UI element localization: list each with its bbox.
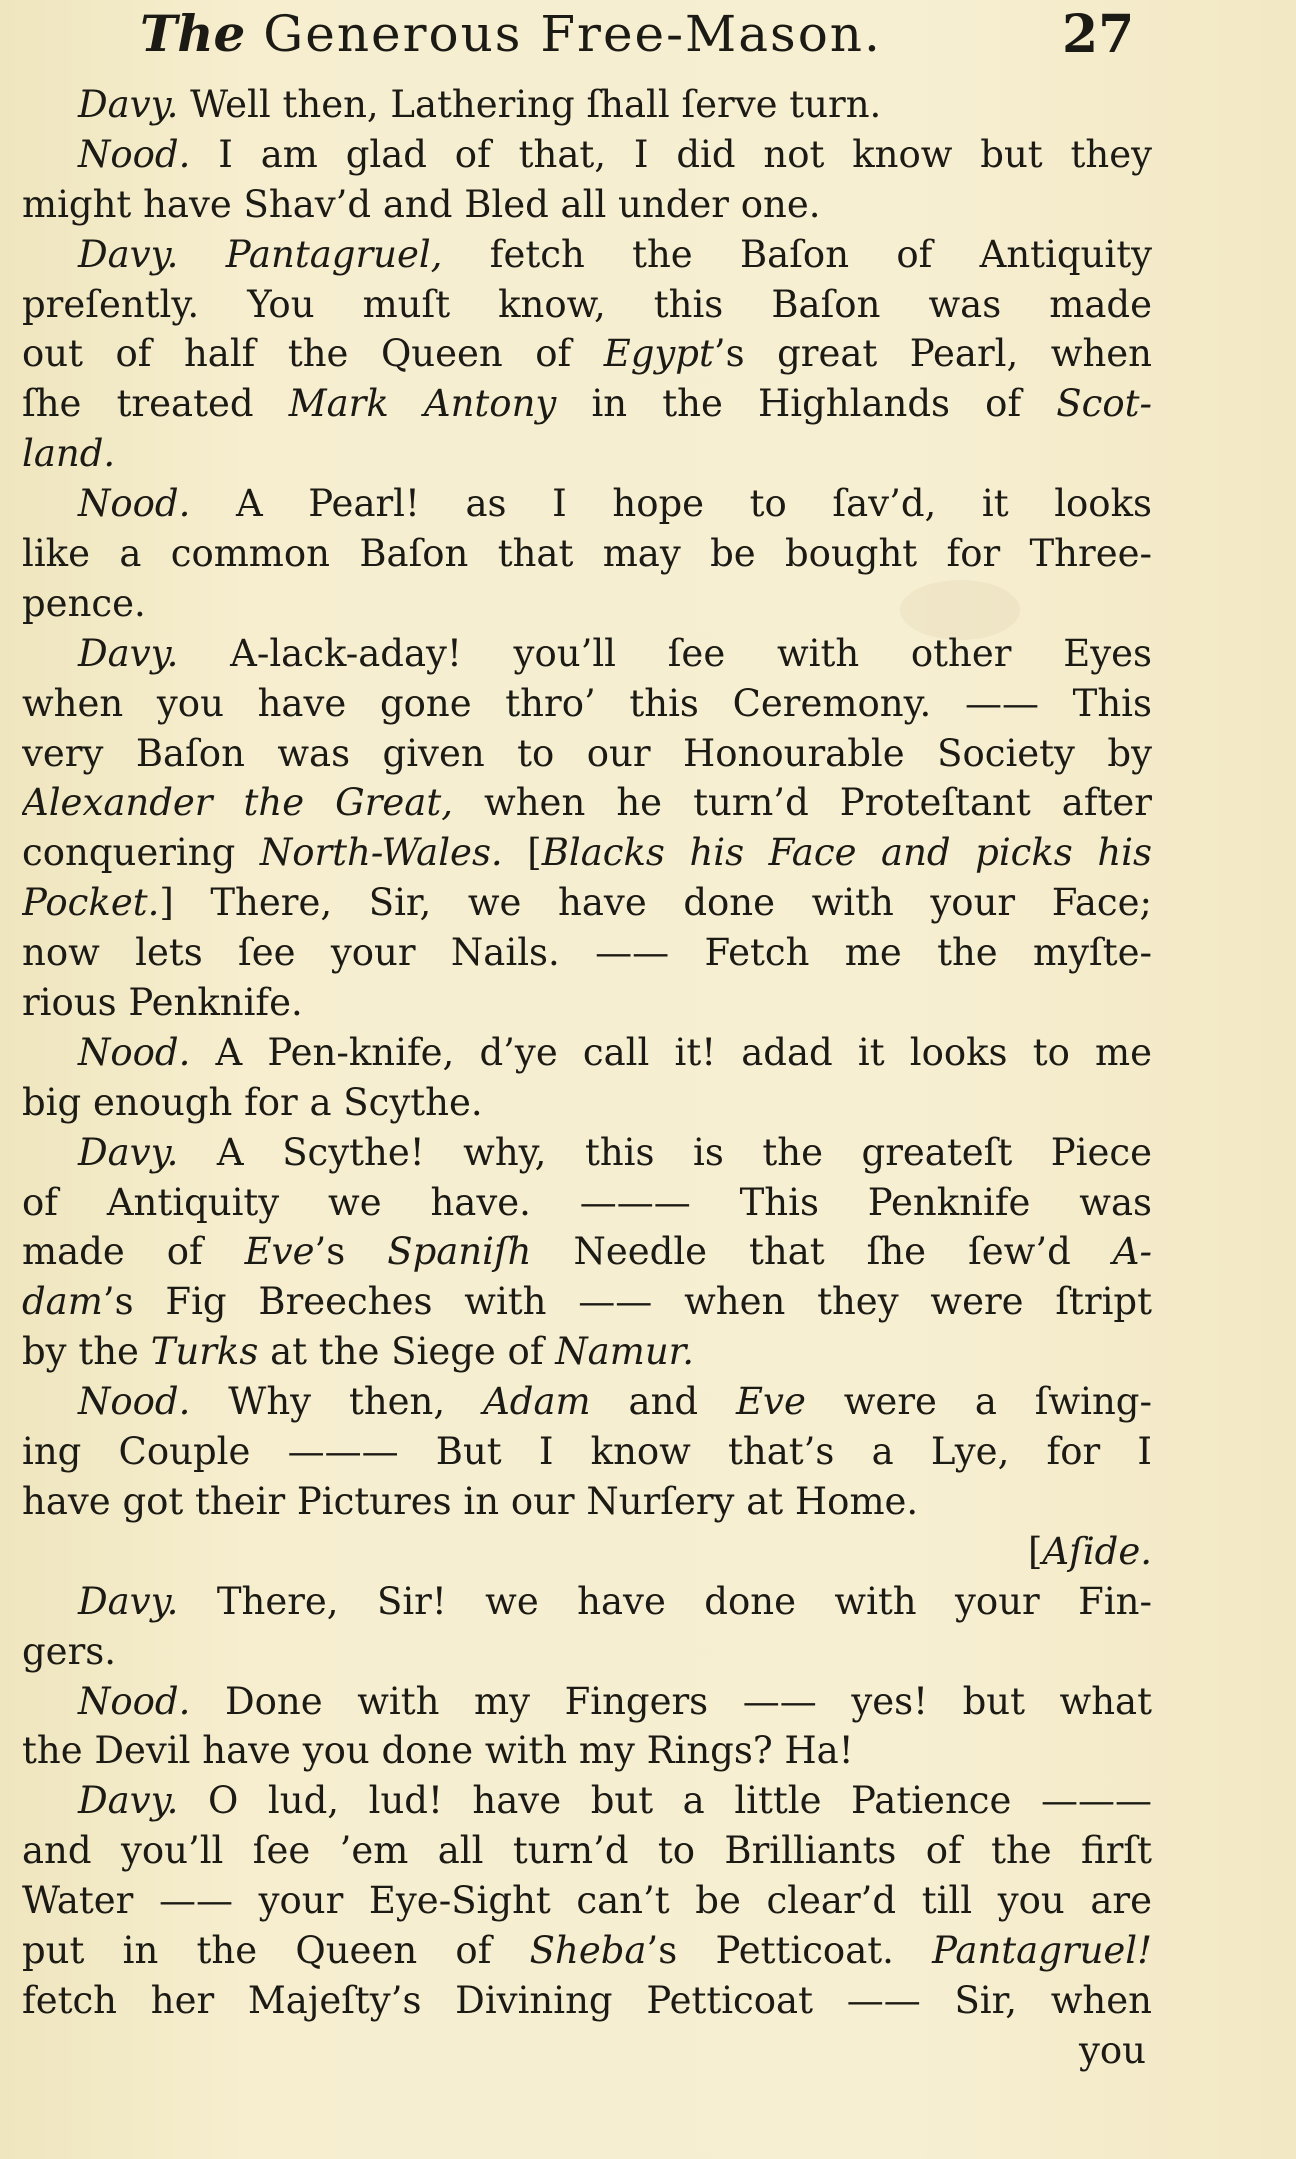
text-run: ’s Fig Breeches with —— when they were ſtript (102, 1280, 1152, 1324)
text-line (22, 1477, 1152, 1527)
italic-text: Pantagruel! (932, 1928, 1152, 1972)
text-run: and you’ll ſee ’em all turn’d to Brilliants of the firſt (22, 1829, 1152, 1873)
text-line (22, 379, 1152, 429)
italic-text: Aſide. (1042, 1529, 1152, 1573)
page-number: 27 (1062, 4, 1135, 65)
italic-text: Eve (244, 1230, 315, 1274)
italic-text: Davy. (78, 232, 179, 276)
text-line (22, 978, 1152, 1028)
italic-text: Nood. (78, 1030, 191, 1074)
italic-text: Alexander the Great, (22, 781, 453, 825)
text-line (22, 778, 1152, 828)
text-line (22, 629, 1152, 679)
text-line (22, 529, 1152, 579)
text-run: [ (1027, 1529, 1043, 1573)
italic-text: Davy. (78, 1130, 179, 1174)
italic-text: Nood. (78, 482, 191, 526)
italic-text: North-Wales. (259, 831, 503, 875)
text-line (22, 1577, 1152, 1627)
text-run: like a common Baſon that may be bought for Three- (22, 532, 1152, 576)
italic-text: Mark Antony (288, 382, 557, 426)
text-line (22, 1377, 1152, 1427)
text-run: fetch her Majeſty’s Divining Petticoat —— Sir, when (22, 1978, 1152, 2022)
text-run: A Pen-knife, d’ye call it! adad it looks to me (190, 1030, 1152, 1074)
text-line (22, 80, 1152, 130)
text-run: ] There, Sir, we have done with your Face; (159, 881, 1152, 925)
text-run: have got their Pictures in our Nurſery at Home. (22, 1479, 919, 1523)
text-line (22, 1277, 1152, 1327)
text-line (22, 429, 1152, 479)
text-line (22, 1078, 1152, 1128)
text-run (178, 233, 225, 276)
italic-text: Sheba (529, 1928, 647, 1972)
text-run: when you have gone thro’ this Ceremony. —— This (22, 681, 1152, 725)
text-line (22, 878, 1152, 928)
text-run: now lets ſee your Nails. —— Fetch me the myſte- (22, 931, 1152, 975)
text-line (22, 1976, 1152, 2026)
italic-text: Blacks his Face and picks his (541, 831, 1152, 875)
text-line (22, 2026, 1152, 2076)
italic-text: Davy. (78, 1779, 179, 1823)
text-run: ’s (314, 1230, 388, 1274)
text-run: pence. (22, 581, 146, 625)
text-run: by the (22, 1330, 151, 1374)
text-run: preſently. You muſt know, this Baſon was made (22, 282, 1152, 326)
italic-text: Nood. (78, 132, 191, 176)
italic-text: Pantagruel, (225, 232, 443, 276)
text-line (22, 1627, 1152, 1677)
text-run: A Scythe! why, this is the greateſt Piece (178, 1130, 1152, 1174)
text-line (22, 1776, 1152, 1826)
italic-text: Scot- (1056, 382, 1152, 426)
text-run: ſhe treated (22, 382, 289, 426)
text-run: Why then, (190, 1380, 484, 1424)
italic-text: Namur. (555, 1330, 695, 1374)
text-line (22, 329, 1152, 379)
text-line (22, 1178, 1152, 1228)
running-title-article: The (140, 4, 246, 63)
text-run: were a ſwing- (805, 1380, 1152, 1424)
text-run: at the Siege of (258, 1330, 556, 1374)
italic-text: dam (22, 1280, 103, 1324)
italic-text: Nood. (78, 1679, 191, 1723)
text-run: the Devil have you done with my Rings? Ha! (22, 1729, 854, 1773)
text-run: Needle that ſhe ſew’d (531, 1230, 1113, 1274)
text-run: O lud, lud! have but a little Patience ——— (178, 1779, 1152, 1823)
text-run: A Pearl! as I hope to ſav’d, it looks (190, 482, 1152, 526)
text-run: of Antiquity we have. ——— This Penknife was (22, 1180, 1152, 1224)
text-run: put in the Queen of (22, 1928, 530, 1972)
text-line (22, 1826, 1152, 1876)
italic-text: A- (1112, 1230, 1152, 1274)
text-line (22, 1677, 1152, 1727)
text-run: rious Penknife. (22, 981, 303, 1025)
text-run: and (590, 1380, 737, 1424)
text-line (22, 928, 1152, 978)
italic-text: Adam (483, 1380, 591, 1424)
text-line (22, 1227, 1152, 1277)
text-line (22, 1527, 1152, 1577)
text-line (22, 828, 1152, 878)
text-run: [ (502, 831, 542, 875)
text-line (22, 579, 1152, 629)
text-run: conquering (22, 831, 260, 875)
body-text (22, 80, 1152, 2076)
text-run: A-lack-aday! you’ll ſee with other Eyes (178, 631, 1152, 675)
text-run: might have Shav’d and Bled all under one. (22, 182, 821, 226)
italic-text: Turks (150, 1330, 259, 1374)
text-line (22, 1726, 1152, 1776)
text-line (22, 1128, 1152, 1178)
text-line (22, 130, 1152, 180)
text-run: when he turn’d Proteſtant after (453, 781, 1152, 825)
text-run: made of (22, 1230, 245, 1274)
italic-text: Davy. (78, 631, 179, 675)
text-run: I am glad of that, I did not know but they (190, 132, 1152, 176)
text-run: you (1078, 2028, 1146, 2072)
text-run: very Baſon was given to our Honourable Society by (22, 731, 1152, 775)
text-run: ing Couple ——— But I know that’s a Lye, for I (22, 1430, 1152, 1474)
text-line (22, 180, 1152, 230)
page-header (0, 4, 1296, 64)
text-line (22, 1926, 1152, 1976)
text-line (22, 280, 1152, 330)
text-run: gers. (22, 1629, 117, 1673)
text-run: in the Highlands of (556, 382, 1057, 426)
text-line (22, 729, 1152, 779)
text-line (22, 230, 1152, 280)
text-run: There, Sir! we have done with your Fin- (178, 1579, 1152, 1623)
running-title-main: Generous Free-Mason. (263, 5, 882, 63)
text-line (22, 679, 1152, 729)
italic-text: Nood. (78, 1380, 191, 1424)
text-run: Water —— your Eye-Sight can’t be clear’d till you are (22, 1879, 1152, 1923)
text-line (22, 1028, 1152, 1078)
text-run: ’s great Pearl, when (713, 332, 1152, 376)
text-line (22, 1327, 1152, 1377)
italic-text: Davy. (78, 1579, 179, 1623)
running-title (140, 4, 882, 63)
italic-text: land. (22, 432, 116, 476)
text-run: Done with my Fingers —— yes! but what (190, 1679, 1152, 1723)
italic-text: Eve (736, 1380, 806, 1424)
text-line (22, 1427, 1152, 1477)
italic-text: Pocket. (22, 881, 160, 925)
text-run: out of half the Queen of (22, 332, 604, 376)
text-line (22, 479, 1152, 529)
italic-text: Egypt (603, 332, 714, 376)
text-line (22, 1876, 1152, 1926)
text-run: big enough for a Scythe. (22, 1080, 483, 1124)
italic-text: Spaniſh (387, 1230, 532, 1274)
text-run: fetch the Baſon of Antiquity (442, 232, 1152, 276)
italic-text: Davy. (78, 83, 179, 126)
text-run: Well then, Lathering ſhall ſerve turn. (178, 83, 882, 126)
text-run: ’s Petticoat. (646, 1928, 933, 1972)
